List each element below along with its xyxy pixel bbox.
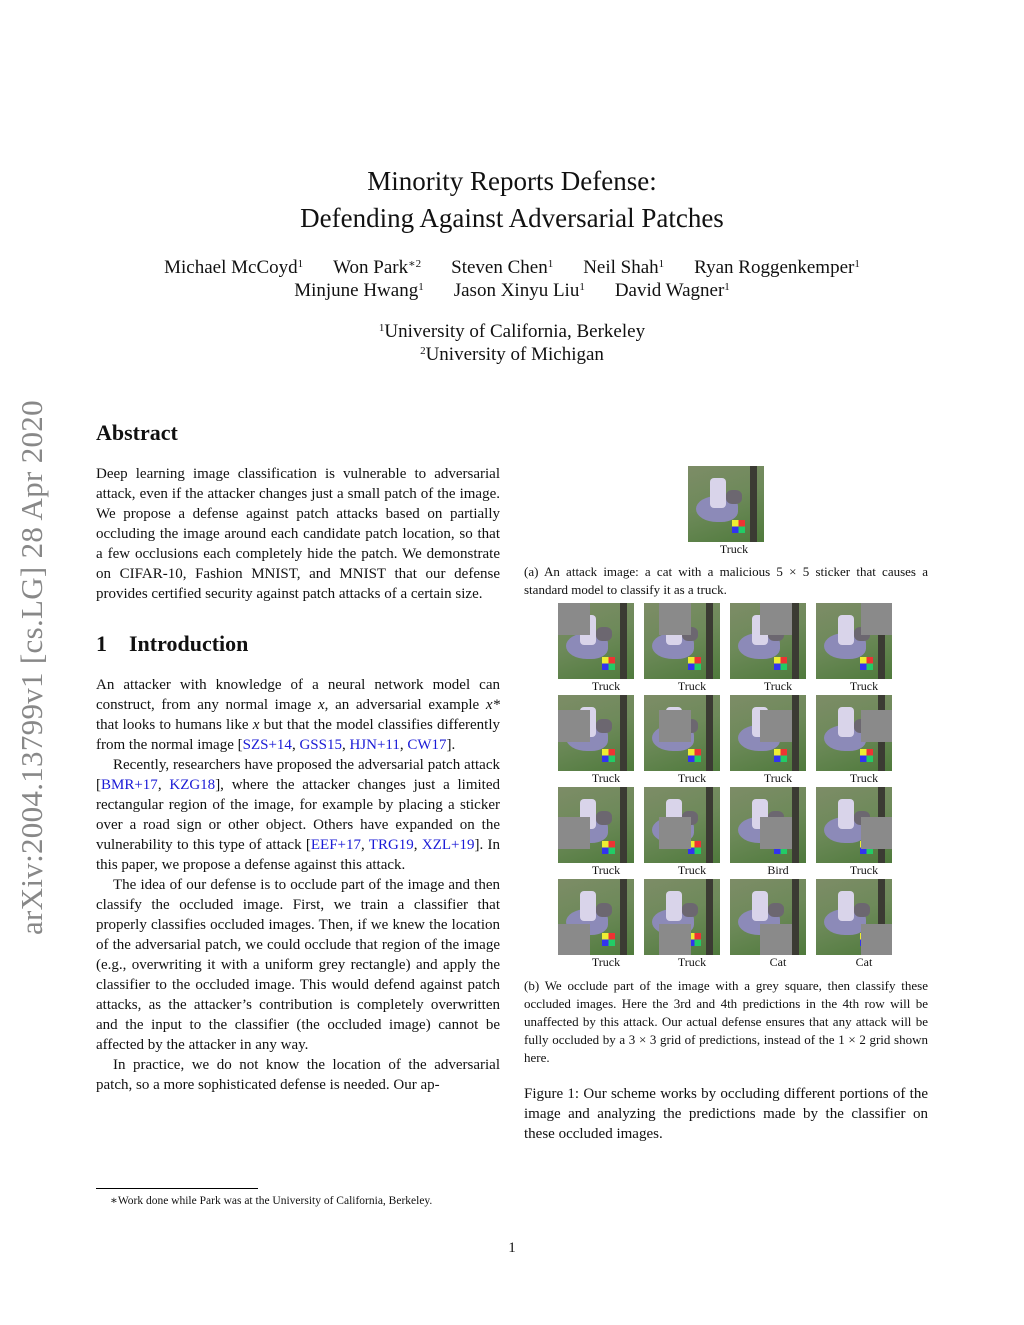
post-shape: [750, 466, 757, 542]
grey-occlusion: [861, 710, 892, 742]
occluded-image: [816, 879, 892, 955]
post-shape: [706, 603, 713, 679]
author-affiliation-marker: 1: [418, 281, 424, 293]
occluded-image: [644, 879, 720, 955]
text-run: that looks to humans like: [96, 717, 253, 733]
prediction-label: Bird: [767, 863, 789, 877]
paragraph: [96, 875, 500, 1055]
sticker-shape: [774, 657, 787, 670]
sticker-shape: [774, 749, 787, 762]
head-shape: [682, 903, 698, 917]
cat2-shape: [580, 891, 596, 921]
paragraph: [96, 675, 500, 755]
abstract-heading: Abstract: [96, 420, 178, 445]
sticker-shape: [602, 933, 615, 946]
post-shape: [620, 879, 627, 955]
author-name: Michael McCoyd: [164, 257, 298, 278]
affiliation-marker: 2: [420, 345, 426, 357]
caption-a: (a) An attack image: a cat with a malicious 5 × 5 sticker that causes a standard model to classify it as a truck.: [524, 564, 928, 597]
sticker-shape: [860, 657, 873, 670]
section-heading-introduction: [96, 630, 500, 658]
text-run: ,: [341, 737, 350, 753]
occluded-image: [558, 695, 634, 771]
cat2-shape: [838, 707, 854, 737]
affiliation-1: [0, 320, 1024, 343]
citation-link[interactable]: SZS+14: [242, 737, 292, 753]
grey-occlusion: [861, 603, 892, 635]
prediction-label: Truck: [849, 863, 879, 877]
author-affiliation-marker: 1: [658, 258, 665, 270]
prediction-label: Cat: [769, 955, 787, 969]
grey-occlusion: [659, 924, 691, 955]
post-shape: [620, 787, 627, 863]
occluded-image: [644, 695, 720, 771]
post-shape: [792, 603, 799, 679]
grey-occlusion: [659, 710, 691, 742]
post-shape: [706, 695, 713, 771]
affiliations: [0, 320, 1024, 366]
author: [454, 280, 585, 301]
author-name: Won Park: [333, 257, 409, 278]
text-run: ,: [413, 837, 422, 853]
authors-line-1: [0, 256, 1024, 279]
text-run: ], where the attacker changes just a limited rectangular region of the image, for example by placing a sticker over a road sign or other object. Others have expanded on the vulnerability to this type of attack [: [96, 777, 501, 853]
arxiv-identifier: arXiv:2004.13799v1 [cs.LG] 28 Apr 2020: [14, 400, 49, 935]
author: [294, 280, 424, 301]
head-shape: [596, 719, 612, 733]
citation-link[interactable]: HJN+11: [349, 737, 400, 753]
author: [164, 257, 303, 278]
attack-image: [688, 466, 764, 542]
occluded-image: [816, 787, 892, 863]
head-shape: [854, 903, 870, 917]
grey-occlusion: [558, 817, 590, 849]
author-name: Steven Chen: [451, 257, 548, 278]
cat2-shape: [710, 478, 726, 508]
affiliation-2: [0, 343, 1024, 366]
footnote: ∗Work done while Park was at the University of California, Berkeley.: [110, 1195, 433, 1207]
occluded-image: [730, 879, 806, 955]
abstract-text: Deep learning image classification is vulnerable to adversarial attack, even if the attacker changes just a small patch of the image. We propose a defense against patch attacks based on partially occluding the image around each candidate patch location, so that a few occlusions each completely hide the patch. We demonstrate on CIFAR-10, Fashion MNIST, and MNIST that our defense provides certified security against patch attacks of a certain size.: [96, 466, 500, 602]
occluded-image: [730, 787, 806, 863]
post-shape: [706, 879, 713, 955]
footnote-rule: [96, 1188, 258, 1189]
prediction-label: Truck: [591, 863, 621, 877]
text-run: x: [318, 697, 325, 713]
cat2-shape: [838, 891, 854, 921]
author: [451, 257, 553, 278]
occluded-image: [558, 603, 634, 679]
citation-link[interactable]: KZG18: [169, 777, 216, 793]
occluded-image: [558, 879, 634, 955]
figure-caption: Figure 1: Our scheme works by occluding different portions of the image and analyzing the predictions made by the classifier on these occluded images.: [524, 1086, 928, 1142]
paragraph: [96, 1055, 500, 1095]
sticker-shape: [602, 841, 615, 854]
affiliation-marker: 1: [378, 322, 385, 334]
sticker-shape: [860, 749, 873, 762]
post-shape: [706, 787, 713, 863]
text-run: but that the model classifies differently from the normal image [: [96, 717, 500, 753]
text-run: In practice, we do not know the location of the adversarial patch, so a more sophisticated defense is needed. Our ap-: [96, 1057, 500, 1093]
grey-occlusion: [659, 817, 691, 849]
author-affiliation-marker: 1: [724, 281, 730, 293]
post-shape: [792, 879, 799, 955]
text-run: An attacker with knowledge of a neural network model can construct, from any normal image: [96, 677, 500, 713]
affiliation-name: University of Michigan: [425, 344, 604, 365]
introduction-body: [96, 675, 500, 1095]
text-run: ,: [399, 737, 408, 753]
occluded-image: [730, 695, 806, 771]
section-number: 1: [96, 631, 107, 656]
author-affiliation-marker: 1: [579, 281, 585, 293]
authors: [0, 256, 1024, 302]
occluded-image: [816, 695, 892, 771]
grey-occlusion: [760, 603, 792, 635]
grey-occlusion: [558, 603, 590, 635]
sticker-shape: [732, 520, 745, 533]
text-run: ]. In this paper, we propose a defense against this attack.: [96, 837, 501, 873]
title-line-2: Defending Against Adversarial Patches: [300, 203, 724, 233]
prediction-label: Truck: [849, 679, 879, 693]
occluded-image: [558, 787, 634, 863]
text-run: Recently, researchers have proposed the adversarial patch attack [: [96, 757, 500, 793]
grey-occlusion: [760, 710, 792, 742]
prediction-label: Truck: [849, 771, 879, 785]
cat2-shape: [752, 891, 768, 921]
author-name: Neil Shah: [583, 257, 659, 278]
occluded-image: [816, 603, 892, 679]
occluded-image: [644, 787, 720, 863]
prediction-label: Truck: [677, 771, 707, 785]
author-affiliation-marker: 1: [854, 258, 860, 270]
grey-occlusion: [760, 817, 792, 849]
post-shape: [792, 695, 799, 771]
sticker-shape: [602, 749, 615, 762]
prediction-label: Truck: [677, 955, 707, 969]
author-affiliation-marker: 1: [547, 258, 554, 270]
citation-link[interactable]: GSS15: [299, 737, 342, 753]
grey-occlusion: [760, 924, 792, 955]
occluded-image: [644, 603, 720, 679]
paragraph: [96, 755, 500, 875]
citation-link[interactable]: XZL+19: [421, 837, 475, 853]
prediction-label: Truck: [677, 863, 707, 877]
author: [694, 257, 860, 278]
citation-link[interactable]: EEF+17: [310, 837, 362, 853]
author-name: David Wagner: [614, 280, 725, 301]
cat2-shape: [666, 891, 682, 921]
citation-link[interactable]: TRG19: [368, 837, 414, 853]
post-shape: [620, 695, 627, 771]
author: [615, 280, 730, 301]
prediction-label: Truck: [677, 679, 707, 693]
sticker-shape: [688, 749, 701, 762]
title-line-1: Minority Reports Defense:: [367, 166, 657, 196]
author: [583, 257, 664, 278]
citation-link[interactable]: CW17: [407, 737, 447, 753]
prediction-label: Truck: [719, 542, 749, 556]
prediction-label: Truck: [591, 679, 621, 693]
affiliation-name: University of California, Berkeley: [384, 321, 646, 342]
author-name: Minjune Hwang: [294, 280, 419, 301]
text-run: ,: [291, 737, 300, 753]
authors-line-2: [0, 279, 1024, 302]
head-shape: [596, 811, 612, 825]
head-shape: [726, 490, 742, 504]
grey-occlusion: [558, 710, 590, 742]
author-affiliation-marker: 1: [297, 258, 304, 270]
grey-occlusion: [861, 924, 892, 955]
prediction-label: Truck: [763, 679, 793, 693]
text-run: x: [252, 717, 260, 733]
citation-link[interactable]: BMR+17: [101, 777, 158, 793]
text-run: ,: [361, 837, 369, 853]
head-shape: [596, 903, 612, 917]
post-shape: [620, 603, 627, 679]
text-run: , an adversarial example: [324, 697, 486, 713]
author: [333, 257, 421, 278]
page-number: 1: [508, 1240, 516, 1256]
author-name: Ryan Roggenkemper: [694, 257, 855, 278]
section-title: Introduction: [129, 631, 249, 656]
cat2-shape: [838, 615, 854, 645]
caption-b: (b) We occlude part of the image with a grey square, then classify these occluded images. Here the 3rd and 4th predictions in the 4th row will be unaffected by this attack. Our actual defense ensures that any attack will be fully occluded by a 3 × 3 grid of predictions, instead of the 1 × 2 grid shown here.: [524, 978, 928, 1065]
prediction-label: Cat: [855, 955, 873, 969]
paper-title: [0, 163, 1024, 237]
grey-occlusion: [558, 924, 590, 955]
sticker-shape: [602, 657, 615, 670]
head-shape: [596, 627, 612, 641]
prediction-label: Truck: [763, 771, 793, 785]
grey-occlusion: [659, 603, 691, 635]
post-shape: [792, 787, 799, 863]
author-affiliation-marker: ∗2: [408, 258, 422, 270]
occluded-image: [730, 603, 806, 679]
head-shape: [768, 903, 784, 917]
prediction-label: Truck: [591, 771, 621, 785]
prediction-label: Truck: [591, 955, 621, 969]
cat2-shape: [838, 799, 854, 829]
author-name: Jason Xinyu Liu: [453, 280, 580, 301]
text-run: x*: [485, 697, 500, 713]
grey-occlusion: [861, 817, 892, 849]
text-run: ].: [446, 737, 456, 753]
text-run: ,: [157, 777, 170, 793]
left-column: [96, 419, 500, 1095]
sticker-shape: [688, 657, 701, 670]
text-run: The idea of our defense is to occlude part of the image and then classify the occluded image. First, we train a classifier that properly classifies occluded images. Then, if we knew the location of the adversarial patch, we could occlude that region of the image (e.g., overwriting it with a uniform grey rectangle) and apply the classifier to the occluded image. This would defend against patch attacks, as the attacker’s contribution is completely overwritten and the input to the classifier (the occluded image) cannot be affected by the attacker in any way.: [96, 877, 500, 1053]
